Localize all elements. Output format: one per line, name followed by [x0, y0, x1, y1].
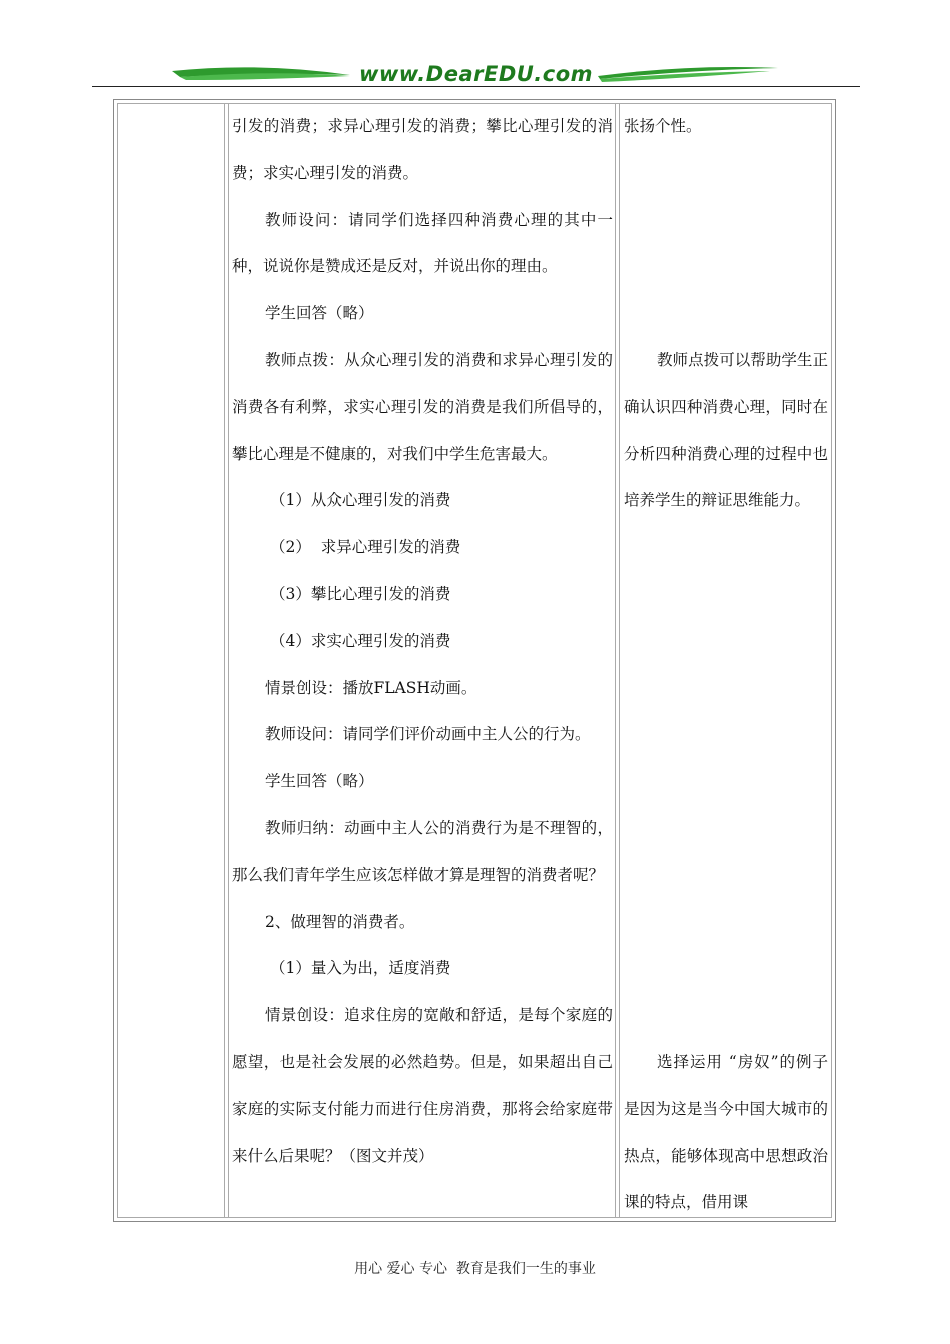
list-item: （1）量入为出，适度消费: [270, 959, 451, 978]
column-divider: [228, 103, 229, 1218]
section-heading: 2、做理智的消费者。: [265, 912, 415, 931]
list-item: （3）攀比心理引发的消费: [270, 584, 451, 603]
header-divider: [92, 86, 860, 87]
paragraph: 学生回答（略）: [265, 772, 374, 791]
column-divider: [619, 103, 620, 1218]
column-divider: [615, 103, 616, 1218]
paragraph: 引发的消费；求异心理引发的消费；攀比心理引发的消费；求实心理引发的消费。: [232, 117, 613, 182]
column-divider: [224, 103, 225, 1218]
paragraph: 学生回答（略）: [265, 304, 374, 323]
side-note: 选择运用 “房奴”的例子是因为这是当今中国大城市的热点，能够体现高中思想政治课的特点，借用课: [624, 1053, 828, 1212]
side-note: 教师点拨可以帮助学生正确认识四种消费心理，同时在分析四种消费心理的过程中也培养学生的辩证思维能力。: [624, 351, 828, 510]
lesson-process-column: [232, 103, 613, 1179]
site-title: www.DearEDU.com: [358, 62, 594, 86]
list-item: （2） 求异心理引发的消费: [270, 538, 461, 557]
page-footer: 用心 爱心 专心 教育是我们一生的事业: [354, 1261, 596, 1277]
paragraph: 教师设问：请同学们评价动画中主人公的行为。: [265, 725, 591, 744]
paragraph: 情景创设：追求住房的宽敞和舒适，是每个家庭的愿望，也是社会发展的必然趋势。但是，如果超出自己家庭的实际支付能力而进行住房消费，那将会给家庭带来什么后果呢？（图文并茂）: [232, 1006, 613, 1165]
paragraph: 教师点拨：从众心理引发的消费和求异心理引发的消费各有利弊，求实心理引发的消费是我们所倡导的，攀比心理是不健康的，对我们中学生危害最大。: [232, 350, 613, 463]
side-note: 张扬个性。: [624, 117, 702, 135]
list-item: （1）从众心理引发的消费: [270, 491, 451, 510]
paragraph: 情景创设：播放FLASH动画。: [265, 678, 477, 697]
paragraph: 教师设问：请同学们选择四种消费心理的其中一种，说说你是赞成还是反对，并说出你的理由。: [232, 210, 613, 276]
list-item: （4）求实心理引发的消费: [270, 631, 451, 650]
paragraph: 教师归纳：动画中主人公的消费行为是不理智的，那么我们青年学生应该怎样做才算是理智的消费者呢？: [232, 818, 613, 884]
page-header: [0, 0, 950, 95]
